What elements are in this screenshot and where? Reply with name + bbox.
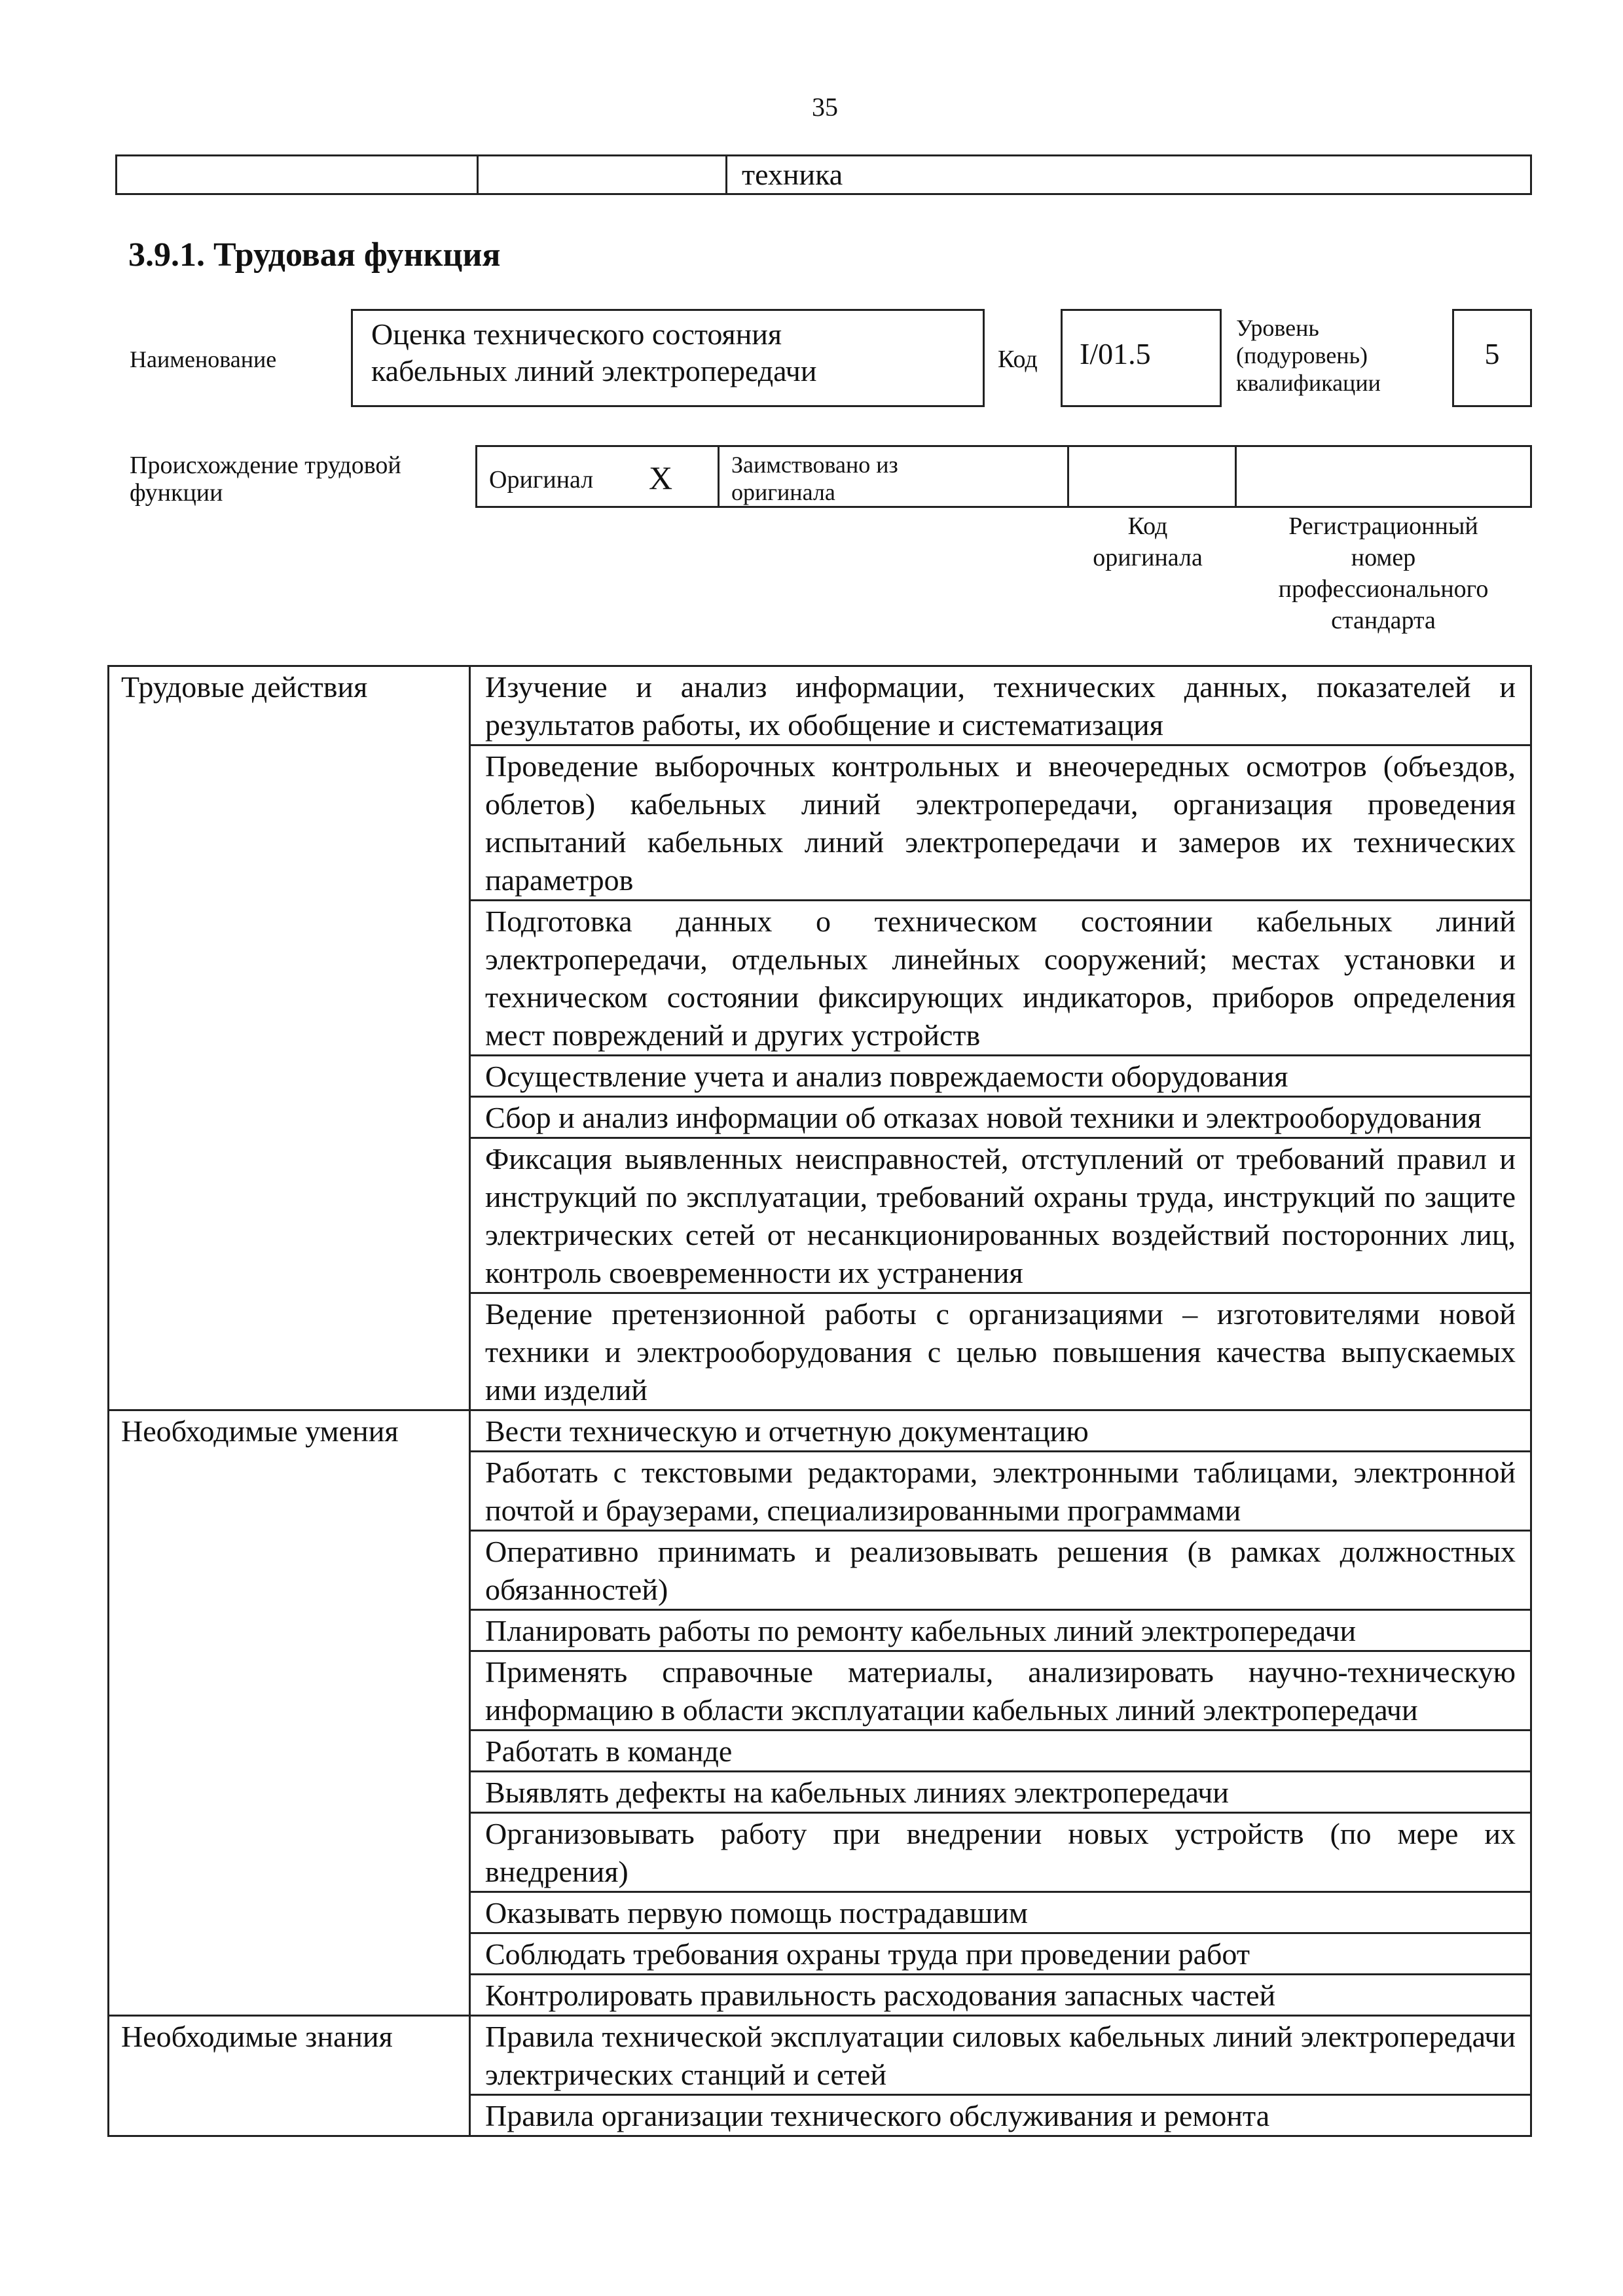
labor-function-table	[107, 665, 1532, 2137]
item-cell: Оперативно принимать и реализовывать решения (в рамках должностных обязанностей)	[470, 1531, 1531, 1610]
item-cell: Работать с текстовыми редакторами, электронными таблицами, электронной почтой и браузерами, специализированными программами	[470, 1452, 1531, 1531]
item-cell: Сбор и анализ информации об отказах новой техники и электрооборудования	[470, 1097, 1531, 1138]
category-cell: Необходимые знания	[109, 2016, 470, 2136]
original-code-caption-line-1: Код	[1127, 512, 1168, 540]
level-value: 5	[1484, 337, 1500, 370]
name-label: Наименование	[130, 346, 277, 372]
item-cell: Выявлять дефекты на кабельных линиях электропередачи	[470, 1772, 1531, 1813]
item-cell: Изучение и анализ информации, технических данных, показателей и результатов работы, их обобщение и систематизация	[470, 666, 1531, 745]
function-name-line-1: Оценка технического состояния	[371, 317, 782, 351]
category-cell: Необходимые умения	[109, 1410, 470, 2016]
item-cell: Оказывать первую помощь пострадавшим	[470, 1892, 1531, 1933]
function-name-box	[351, 309, 985, 407]
original-code-cell	[1069, 447, 1237, 506]
continuation-table	[115, 154, 1532, 195]
origin-label-line-2: функции	[130, 479, 223, 507]
registration-caption-line-3: профессионального	[1278, 575, 1489, 603]
continuation-cell-empty-1	[117, 156, 479, 193]
function-name-line-2: кабельных линий электропередачи	[371, 354, 817, 387]
table-row	[109, 666, 1531, 745]
registration-caption-line-1: Регистрационный	[1288, 512, 1478, 540]
origin-label-line-1: Происхождение трудовой	[130, 452, 401, 479]
item-cell: Ведение претензионной работы с организациями – изготовителями новой техники и электрооборудования с целью повышения качества выпускаемых ими изделий	[470, 1293, 1531, 1410]
original-label: Оригинал	[489, 466, 594, 493]
level-label	[1236, 314, 1381, 397]
level-label-line-1: Уровень	[1236, 315, 1319, 341]
item-cell: Планировать работы по ремонту кабельных линий электропередачи	[470, 1610, 1531, 1651]
continuation-cell-empty-2	[479, 156, 727, 193]
original-mark: X	[649, 459, 673, 496]
borrowed-line-2: оригинала	[731, 479, 835, 505]
level-label-line-3: квалификации	[1236, 370, 1381, 396]
original-code-caption	[1061, 511, 1235, 573]
borrowed-line-1: Заимствовано из	[731, 452, 898, 478]
category-cell: Трудовые действия	[109, 666, 470, 1410]
item-cell: Осуществление учета и анализ повреждаемости оборудования	[470, 1056, 1531, 1097]
continuation-cell-text: техника	[742, 158, 843, 191]
item-cell: Контролировать правильность расходования запасных частей	[470, 1975, 1531, 2016]
original-cell	[477, 447, 720, 506]
item-cell: Фиксация выявленных неисправностей, отступлений от требований правил и инструкций по эксплуатации, требований охраны труда, инструкций по защите электрических сетей от несанкционированных воздействий посторонних лиц, контроль своевременности их устранения	[470, 1138, 1531, 1293]
code-box	[1061, 309, 1222, 407]
item-cell: Правила организации технического обслуживания и ремонта	[470, 2095, 1531, 2136]
level-label-line-2: (подуровень)	[1236, 342, 1368, 368]
registration-number-caption	[1235, 511, 1532, 636]
item-cell: Организовывать работу при внедрении новых устройств (по мере их внедрения)	[470, 1813, 1531, 1892]
section-title: 3.9.1. Трудовая функция	[128, 236, 501, 274]
item-cell: Соблюдать требования охраны труда при проведении работ	[470, 1933, 1531, 1975]
level-box	[1452, 309, 1532, 407]
table-row	[109, 1410, 1531, 1452]
original-code-caption-line-2: оригинала	[1093, 544, 1203, 571]
item-cell: Подготовка данных о техническом состоянии кабельных линий электропередачи, отдельных линейных сооружений; местах установки и техническом состоянии фиксирующих индикаторов, приборов определения мест повреждений и других устройств	[470, 901, 1531, 1056]
item-cell: Вести техническую и отчетную документацию	[470, 1410, 1531, 1452]
table-row	[109, 2016, 1531, 2095]
registration-number-cell	[1237, 447, 1530, 506]
page-number: 35	[812, 92, 838, 122]
registration-caption-line-2: номер	[1351, 544, 1416, 571]
code-label: Код	[998, 346, 1038, 373]
code-value: I/01.5	[1080, 337, 1151, 370]
item-cell: Применять справочные материалы, анализировать научно-техническую информацию в области эксплуатации кабельных линий электропередачи	[470, 1651, 1531, 1731]
borrowed-cell	[720, 447, 1069, 506]
origin-table	[475, 445, 1532, 508]
item-cell: Проведение выборочных контрольных и внеочередных осмотров (объездов, облетов) кабельных линий электропередачи, организация проведения испытаний кабельных линий электропередачи и замеров их технических параметров	[470, 745, 1531, 901]
registration-caption-line-4: стандарта	[1331, 607, 1436, 634]
item-cell: Правила технической эксплуатации силовых кабельных линий электропередачи электрических станций и сетей	[470, 2016, 1531, 2095]
origin-label	[130, 452, 401, 507]
item-cell: Работать в команде	[470, 1731, 1531, 1772]
